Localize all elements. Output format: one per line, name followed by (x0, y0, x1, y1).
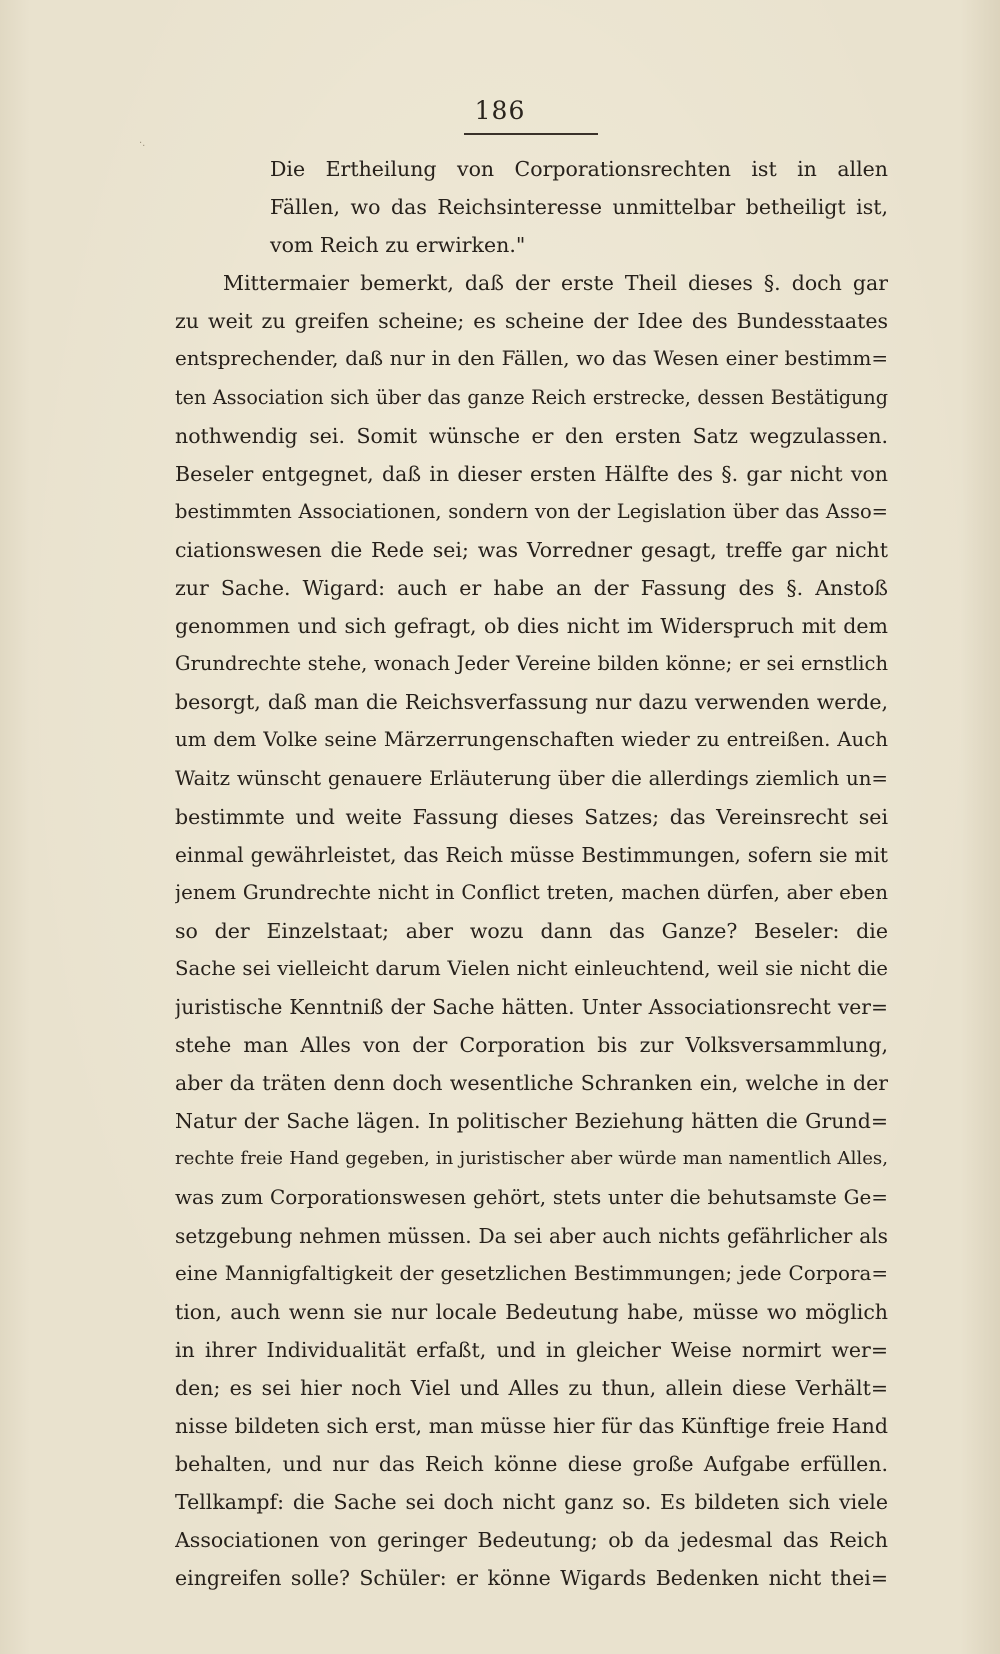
text-line: juristische Kenntniß der Sache hätten. Unter Associationsrecht ver= (175, 995, 888, 1020)
text-line: in ihrer Individualität erfaßt, und in gleicher Weise normirt wer= (175, 1337, 888, 1362)
text-line: einmal gewährleistet, das Reich müsse Bestimmungen, sofern sie mit (175, 842, 888, 867)
text-line: besorgt, daß man die Reichsverfassung nur dazu verwenden werde, (175, 690, 888, 715)
text-line: um dem Volke seine Märzerrungenschaften wieder zu entreißen. Auch (175, 728, 888, 752)
text-line: setzgebung nehmen müssen. Da sei aber auch nichts gefährlicher als (175, 1223, 888, 1248)
text-line: behalten, und nur das Reich könne diese große Aufgabe erfüllen. (175, 1452, 888, 1477)
text-line: rechte freie Hand gegeben, in juristischer aber würde man namentlich Alles, (175, 1148, 888, 1170)
text-line: eine Mannigfaltigkeit der gesetzlichen Bestimmungen; jede Corpora= (175, 1261, 888, 1285)
text-line: ciationswesen die Rede sei; was Vorredner gesagt, treffe gar nicht (175, 537, 888, 562)
page-number: 186 (474, 96, 526, 125)
text-line: nothwendig sei. Somit wünsche er den ersten Satz wegzulassen. (175, 423, 888, 448)
stray-mark: ·. (139, 138, 146, 149)
text-line: Sache sei vielleicht darum Vielen nicht einleuchtend, weil sie nicht die (175, 956, 888, 980)
text-line: bestimmte und weite Fassung dieses Satzes; das Vereinsrecht sei (175, 804, 888, 829)
text-line: Fällen, wo das Reichsinteresse unmittelbar betheiligt ist, (270, 195, 888, 220)
text-line: so der Einzelstaat; aber wozu dann das Ganze? Beseler: die (175, 918, 888, 943)
text-line: Waitz wünscht genauere Erläuterung über die allerdings ziemlich un= (175, 766, 888, 790)
text-line: Die Ertheilung von Corporationsrechten ist in allen (270, 157, 888, 181)
body-text (175, 150, 888, 1598)
text-line: Mittermaier bemerkt, daß der erste Theil dieses §. doch gar (223, 271, 888, 296)
text-line: Beseler entgegnet, daß in dieser ersten Hälfte des §. gar nicht von (175, 461, 888, 486)
text-line: Tellkampf: die Sache sei doch nicht ganz so. Es bildeten sich viele (175, 1490, 888, 1515)
text-line: bestimmten Associationen, sondern von der Legislation über das Asso= (175, 499, 888, 523)
text-line: nisse bildeten sich erst, man müsse hier für das Künftige freie Hand (175, 1414, 888, 1439)
text-line: den; es sei hier noch Viel und Alles zu thun, allein diese Verhält= (175, 1376, 888, 1400)
page-number-rule (464, 133, 598, 135)
text-line: stehe man Alles von der Corporation bis zur Volksversammlung, (175, 1033, 888, 1058)
text-line: zu weit zu greifen scheine; es scheine der Idee des Bundesstaates (175, 309, 888, 334)
text-line: vom Reich zu erwirken." (270, 233, 526, 258)
text-line: eingreifen solle? Schüler: er könne Wigards Bedenken nicht thei= (175, 1566, 888, 1591)
text-line: Natur der Sache lägen. In politischer Beziehung hätten die Grund= (175, 1109, 888, 1134)
text-line: aber da träten denn doch wesentliche Schranken ein, welche in der (175, 1071, 888, 1096)
text-line: entsprechender, daß nur in den Fällen, wo das Wesen einer bestimm= (175, 347, 888, 371)
text-line: Associationen von geringer Bedeutung; ob da jedesmal das Reich (175, 1528, 888, 1553)
text-line: genommen und sich gefragt, ob dies nicht im Widerspruch mit dem (175, 614, 888, 639)
text-line: ten Association sich über das ganze Reich erstrecke, dessen Bestätigung (175, 385, 888, 409)
text-line: tion, auch wenn sie nur locale Bedeutung habe, müsse wo möglich (175, 1299, 888, 1324)
text-line: jenem Grundrechte nicht in Conflict treten, machen dürfen, aber eben (175, 880, 888, 904)
text-line: Grundrechte stehe, wonach Jeder Vereine bilden könne; er sei ernstlich (175, 652, 888, 676)
text-line: zur Sache. Wigard: auch er habe an der Fassung des §. Anstoß (175, 576, 888, 601)
text-line: was zum Corporationswesen gehört, stets unter die behutsamste Ge= (175, 1185, 888, 1209)
